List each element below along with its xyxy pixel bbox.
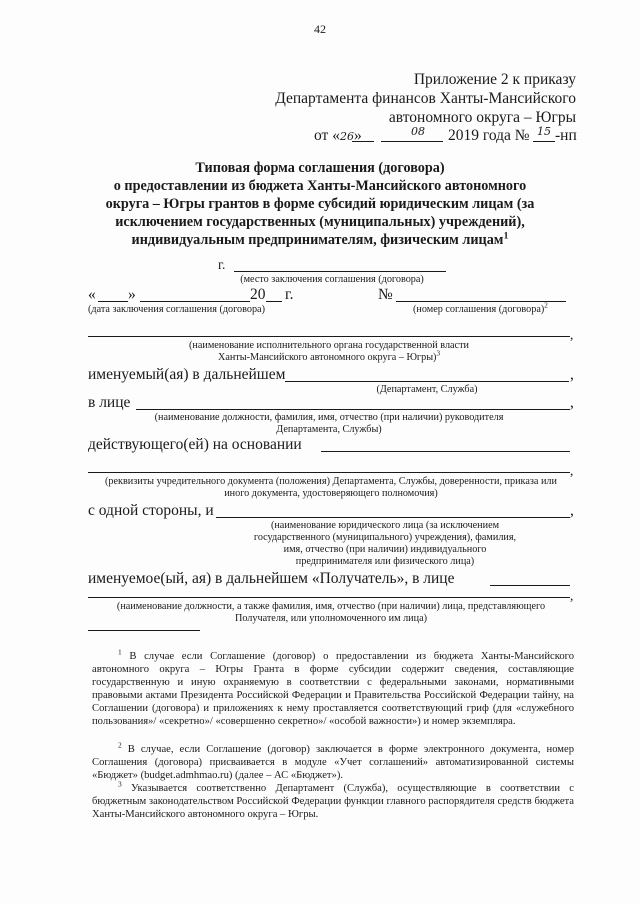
date-quote-close: » bbox=[128, 286, 136, 303]
named-field-line[interactable] bbox=[285, 381, 569, 382]
footnote-2 bbox=[92, 740, 574, 782]
basis-field-line-2[interactable] bbox=[88, 472, 570, 473]
footnote-1 bbox=[92, 647, 574, 728]
date-quote-open: « bbox=[88, 286, 96, 303]
header-line-3: автономного округа – Югры bbox=[388, 109, 576, 126]
side-caption-2: государственного (муниципального) учреждения), фамилия, bbox=[253, 532, 517, 543]
footnote-2-text: В случае, если Соглашение (договор) заключается в форме электронного документа, номер Соглашения (договора) присваивается в модуле «Учет соглашений» автоматизированной системы «Бюджет» (budget.admhmao.ru) (далее – АС «Бюджет»). bbox=[92, 744, 574, 781]
person-prefix: в лице bbox=[88, 394, 131, 411]
person-field-line[interactable] bbox=[136, 409, 570, 410]
city-prefix: г. bbox=[218, 257, 226, 272]
footnote-3-mark: 3 bbox=[118, 779, 122, 789]
city-field-line[interactable] bbox=[234, 271, 446, 272]
date-caption: (дата заключения соглашения (договора) bbox=[88, 304, 265, 315]
basis-caption-2: иного документа, удостоверяющего полномочия) bbox=[224, 488, 438, 499]
authority-caption-fn: 3 bbox=[436, 349, 440, 358]
title-line-2: о предоставлении из бюджета Ханты-Мансийского автономного bbox=[113, 178, 527, 194]
recipient-comma: , bbox=[570, 588, 574, 603]
person-comma: , bbox=[570, 394, 574, 411]
person-caption-1: (наименование должности, фамилия, имя, отчество (при наличии) руководителя bbox=[154, 412, 504, 423]
recipient-prefix: именуемое(ый, ая) в дальнейшем «Получатель», в лице bbox=[88, 570, 455, 587]
side-comma: , bbox=[570, 502, 574, 519]
date-year-prefix: 20 bbox=[250, 286, 266, 303]
header-order-year: 2019 года № bbox=[448, 127, 530, 144]
header-order-line: от «26» bbox=[314, 127, 362, 144]
header-line-1: Приложение 2 к приказу bbox=[413, 71, 576, 88]
side-field-line[interactable] bbox=[216, 517, 570, 518]
authority-comma: , bbox=[570, 327, 574, 342]
basis-caption-1: (реквизиты учредительного документа (положения) Департамента, Службы, доверенности, приказа или bbox=[105, 476, 557, 487]
authority-caption-1: (наименование исполнительного органа государственной власти bbox=[189, 340, 469, 351]
header-order-number: 15 bbox=[537, 125, 551, 138]
title-line-5-text: индивидуальным предпринимателям, физическим лицам bbox=[131, 232, 504, 248]
recipient-field-line-1[interactable] bbox=[490, 585, 570, 586]
number-field-line[interactable] bbox=[396, 301, 566, 302]
side-caption-1: (наименование юридического лица (за исключением bbox=[270, 520, 500, 531]
footnote-2-mark: 2 bbox=[118, 740, 122, 750]
person-caption-2: Департамента, Службы) bbox=[276, 424, 382, 435]
named-caption: (Департамент, Служба) bbox=[376, 384, 478, 395]
page-number: 42 bbox=[314, 22, 326, 36]
footnote-1-text: В случае если Соглашение (договор) о предоставлении из бюджета Ханты-Мансийского автономного округа – Югры Гранта в форме субсидии содержит сведения, составляющие государственную и иную охраняемую в соответствии с федеральными законами, нормативными правовыми актами Президента Российской Федерации и Правительства Российской Федерации тайну, на Соглашении (договора) и приложениях к нему проставляется соответствующий гриф (для «служебного пользования»/ «секретно»/ «совершенно секретно»/ «особой важности») и номер экземпляра. bbox=[92, 651, 574, 727]
recipient-caption-2: Получателя, или уполномоченного им лица) bbox=[234, 613, 428, 624]
side-caption-4: предпринимателя или физического лица) bbox=[295, 556, 475, 567]
footnote-3-text: Указывается соответственно Департамент (Служба), осуществляющие в соответствии с бюджетным законодательством Российской Федерации функции главного распорядителя средств бюджета Ханты-Мансийского автономного округа – Югры. bbox=[92, 783, 574, 820]
named-comma: , bbox=[570, 366, 574, 383]
authority-field-line[interactable] bbox=[88, 336, 570, 337]
recipient-field-line-2[interactable] bbox=[88, 597, 570, 598]
title-line-3: округа – Югры грантов в форме субсидий юридическим лицам (за bbox=[105, 196, 535, 212]
number-caption bbox=[413, 301, 548, 316]
recipient-caption-1: (наименование должности, а также фамилия, имя, отчество (при наличии) лица, представляющего bbox=[116, 601, 546, 612]
side-caption-3: имя, отчество (при наличии) индивидуального bbox=[283, 544, 487, 555]
authority-caption-2 bbox=[88, 349, 570, 364]
date-year-field-line[interactable] bbox=[266, 301, 282, 302]
title-line-1: Типовая форма соглашения (договора) bbox=[195, 160, 445, 176]
named-prefix: именуемый(ая) в дальнейшем bbox=[88, 366, 286, 383]
header-line-2: Департамента финансов Ханты-Мансийского bbox=[275, 90, 576, 107]
title-line-5 bbox=[0, 232, 640, 249]
title-footnote-mark: 1 bbox=[503, 230, 509, 242]
date-year-suffix: г. bbox=[285, 286, 294, 303]
basis-field-line-1[interactable] bbox=[321, 451, 570, 452]
footnote-separator bbox=[88, 630, 200, 631]
date-day-field-line[interactable] bbox=[98, 301, 128, 302]
city-caption: (место заключения соглашения (договора) bbox=[240, 274, 424, 285]
header-order-month: 08 bbox=[411, 125, 425, 138]
footnote-1-mark: 1 bbox=[118, 647, 122, 657]
header-order-prefix: от « bbox=[314, 127, 340, 144]
date-month-field-line[interactable] bbox=[140, 301, 250, 302]
authority-caption-2-text: Ханты-Мансийского автономного округа – Югры) bbox=[217, 352, 437, 363]
footnote-3 bbox=[92, 779, 574, 821]
number-sign: № bbox=[378, 286, 393, 303]
side-prefix: с одной стороны, и bbox=[88, 502, 214, 519]
number-caption-text: (номер соглашения (договора) bbox=[413, 304, 545, 315]
header-order-day: 26 bbox=[339, 130, 354, 143]
header-order-suffix: -нп bbox=[555, 127, 577, 144]
basis-comma: , bbox=[570, 463, 574, 478]
basis-prefix: действующего(ей) на основании bbox=[88, 436, 302, 453]
title-line-4: исключением государственных (муниципальных) учреждений), bbox=[115, 214, 525, 230]
number-caption-fn: 2 bbox=[544, 301, 548, 310]
